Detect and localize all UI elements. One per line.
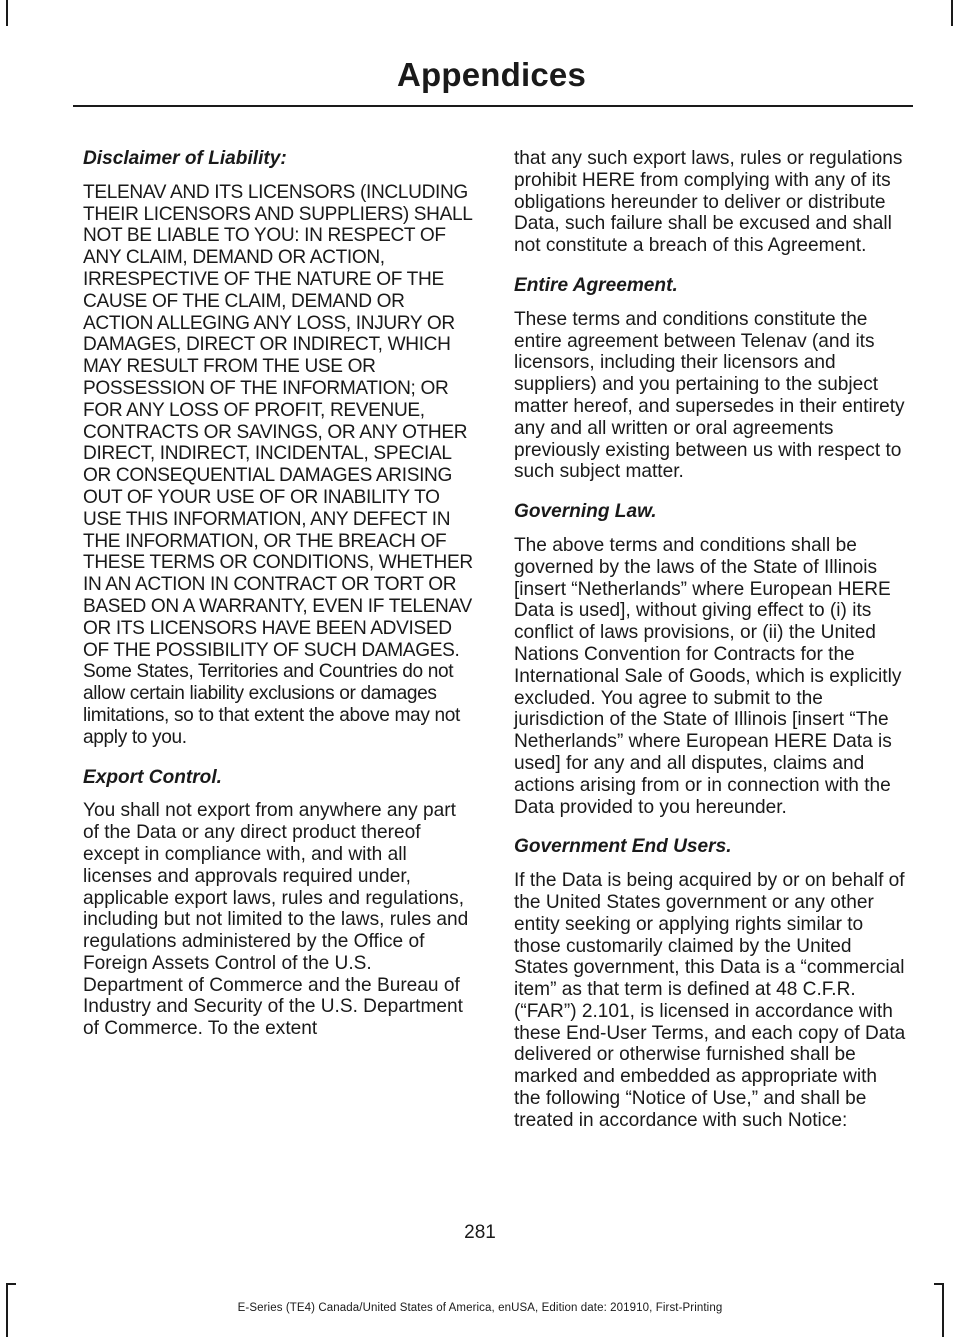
export-control-continued: that any such export laws, rules or regulations prohibit HERE from complying with any of its obligations hereunder to deliver or distribute Data, such failure shall be excused and shall not constitute a breach of this Agreement. — [514, 148, 903, 257]
entire-agreement-heading: Entire Agreement. — [514, 274, 678, 296]
crop-mark-bottom-left-horizontal — [6, 1283, 16, 1285]
edition-info: E-Series (TE4) Canada/United States of America, enUSA, Edition date: 201910, First-Printing — [237, 1302, 723, 1314]
page-title: Appendices — [396, 56, 586, 93]
left-column — [83, 148, 475, 1058]
crop-mark-top-right — [951, 0, 953, 26]
export-control-heading: Export Control. — [83, 766, 222, 788]
page-number: 281 — [464, 1222, 496, 1243]
governing-law-heading: Governing Law. — [514, 501, 657, 523]
export-control-body: You shall not export from anywhere any part of the Data or any direct product thereof except in compliance with, and with all licenses and approvals required under, applicable export laws, rules and regulations, including but not limited to the laws, rules and regulations administered by the Office of Foreign Assets Control of the U.S. Department of Commerce and the Bureau of Industry and Security of the U.S. Department of Commerce. To the extent — [83, 800, 469, 1040]
government-end-users-body: If the Data is being acquired by or on behalf of the United States government or any other entity seeking or applying rights similar to those customarily claimed by the United States government, this Data is a “commercial item” as that term is defined at 48 C.F.R. (“FAR”) 2.101, is licensed in accordance with these End-User Terms, and each copy of Data delivered or otherwise furnished shall be marked and embedded as appropriate with the following “Notice of Use,” and shall be treated in accordance with such Notice: — [514, 870, 906, 1131]
government-end-users-heading: Government End Users. — [514, 836, 732, 858]
disclaimer-body: TELENAV AND ITS LICENSORS (INCLUDING THEIR LICENSORS AND SUPPLIERS) SHALL NOT BE LIABLE TO YOU: IN RESPECT OF ANY CLAIM, DEMAND OR ACTION, IRRESPECTIVE OF THE NATURE OF THE CAUSE OF THE CLAIM, DEMAND OR ACTION ALLEGING ANY LOSS, INJURY OR DAMAGES, DIRECT OR INDIRECT, WHICH MAY RESULT FROM THE USE OR POSSESSION OF THE INFORMATION; OR FOR ANY LOSS OF PROFIT, REVENUE, CONTRACTS OR SAVINGS, OR ANY OTHER DIRECT, INDIRECT, INCIDENTAL, SPECIAL OR CONSEQUENTIAL DAMAGES ARISING OUT OF YOUR USE OF OR INABILITY TO USE THIS INFORMATION, ANY DEFECT IN THE INFORMATION, OR THE BREACH OF THESE TERMS OR CONDITIONS, WHETHER IN AN ACTION IN CONTRACT OR TORT OR BASED ON A WARRANTY, EVEN IF TELENAV OR ITS LICENSORS HAVE BEEN ADVISED OF THE POSSIBILITY OF SUCH DAMAGES. Some States, Territories and Countries do not allow certain liability exclusions or damages limitations, so to that extent the above may not apply to you. — [83, 181, 473, 748]
right-column — [514, 148, 906, 1150]
crop-mark-bottom-right-horizontal — [934, 1283, 944, 1285]
header-divider — [73, 105, 913, 107]
crop-mark-top-left — [6, 0, 8, 26]
disclaimer-heading: Disclaimer of Liability: — [83, 148, 287, 169]
governing-law-body: The above terms and conditions shall be governed by the laws of the State of Illinois [insert “Netherlands” where European HERE Data is used], without giving effect to (i) its conflict of laws provisions, or (ii) the United Nations Convention for Contracts for the International Sale of Goods, which is explicitly excluded. You agree to submit to the jurisdiction of the State of Illinois [insert “The Netherlands” where European HERE Data is used] for any and all disputes, claims and actions arising from or in connection with the Data provided to you hereunder. — [514, 534, 902, 818]
entire-agreement-body: These terms and conditions constitute the entire agreement between Telenav (and its licensors, including their licensors and suppliers) and you pertaining to the subject matter hereof, and supersedes in their entirety any and all written or oral agreements previously existing between us with respect to such subject matter. — [514, 308, 905, 483]
